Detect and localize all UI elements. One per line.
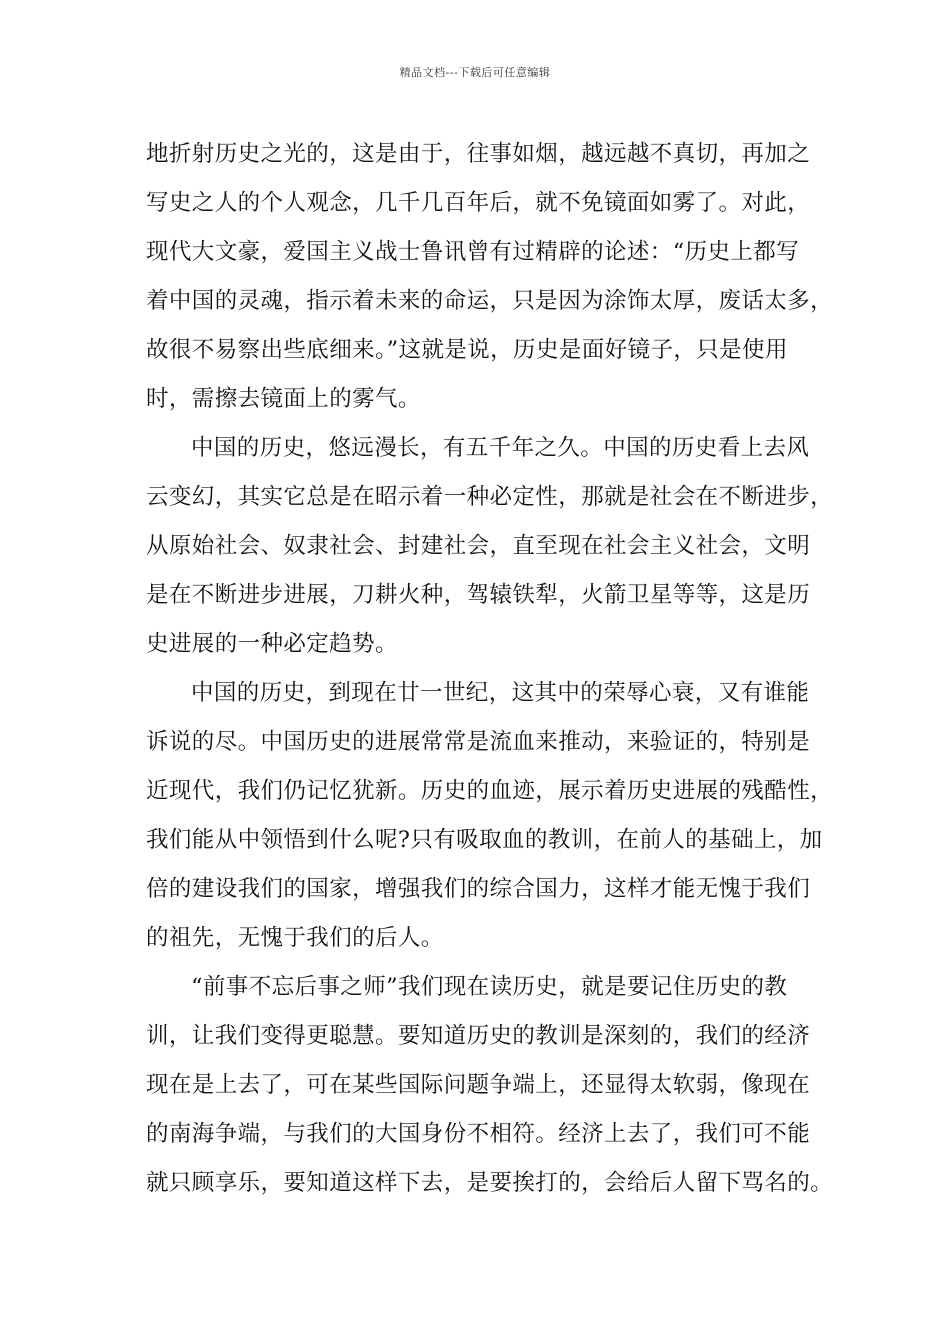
text-line: 倍的建设我们的国家，增强我们的综合国力，这样才能无愧于我们 (146, 876, 811, 902)
paragraph-3 (146, 669, 834, 963)
text-line: 是在不断进步进展，刀耕火种，驾辕铁犁，火箭卫星等等，这是历 (146, 582, 811, 608)
text-line: 史进展的一种必定趋势。 (146, 631, 398, 657)
text-line: 中国的历史，到现在廿一世纪，这其中的荣辱心衰，又有谁能 (191, 680, 810, 706)
text-line: 的祖先，无愧于我们的后人。 (146, 925, 444, 951)
paragraph-1 (146, 130, 834, 424)
text-line: 训，让我们变得更聪慧。要知道历史的教训是深刻的，我们的经济 (146, 1023, 811, 1049)
text-line: 着中国的灵魂，指示着未来的命运，只是因为涂饰太厚，废话太多， (146, 288, 834, 314)
text-line: 云变幻，其实它总是在昭示着一种必定性，那就是社会在不断进步， (146, 484, 834, 510)
text-line: “前事不忘后事之师”我们现在读历史，就是要记住历史的教 (191, 974, 788, 1000)
text-line: 写史之人的个人观念，几千几百年后，就不免镜面如雾了。对此， (146, 190, 811, 216)
text-line: 故很不易察出些底细来。”这就是说，历史是面好镜子，只是使用 (146, 337, 788, 363)
text-line: 从原始社会、奴隶社会、封建社会，直至现在社会主义社会，文明 (146, 533, 811, 559)
paragraph-2 (146, 424, 834, 669)
text-line: 中国的历史，悠远漫长，有五千年之久。中国的历史看上去风 (191, 435, 810, 461)
body-text (146, 130, 834, 1208)
text-line: 的南海争端，与我们的大国身份不相符。经济上去了，我们可不能 (146, 1121, 811, 1147)
paragraph-4 (146, 963, 834, 1208)
text-line: 时，需擦去镜面上的雾气。 (146, 386, 421, 412)
text-line: 现在是上去了，可在某些国际问题争端上，还显得太软弱，像现在 (146, 1072, 811, 1098)
text-line: 现代大文豪，爱国主义战士鲁讯曾有过精辟的论述：“历史上都写 (146, 239, 800, 265)
text-line: 近现代，我们仍记忆犹新。历史的血迹，展示着历史进展的残酷性， (146, 778, 834, 804)
text-line: 就只顾享乐，要知道这样下去，是要挨打的，会给后人留下骂名的。 (146, 1170, 834, 1196)
text-line: 地折射历史之光的，这是由于，往事如烟，越远越不真切，再加之 (146, 141, 811, 167)
text-line: 我们能从中领悟到什么呢?只有吸取血的教训，在前人的基础上，加 (146, 827, 823, 853)
page-header: 精品文档---下载后可任意编辑 (399, 66, 551, 79)
text-line: 诉说的尽。中国历史的进展常常是流血来推动，来验证的，特别是 (146, 729, 811, 755)
